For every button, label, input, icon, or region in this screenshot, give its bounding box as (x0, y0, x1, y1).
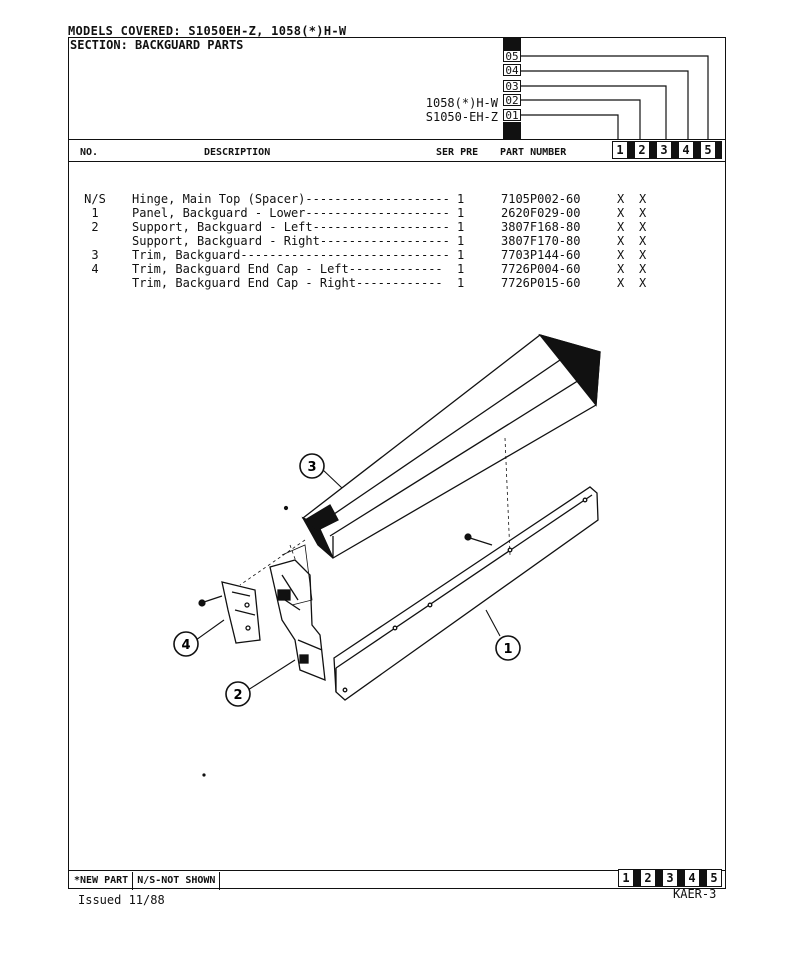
col-part-number: PART NUMBER (500, 147, 567, 158)
page-code: KAER-3 (673, 887, 717, 901)
svg-text:2: 2 (233, 688, 243, 703)
footer-model-5: 5 (706, 869, 722, 887)
issued-date: Issued 11/88 (78, 893, 165, 907)
col-ser-pre: SER PRE (436, 147, 479, 158)
table-row: 2 Support, Backguard - Left------------------- 1 3807F168-80 X X (91, 220, 647, 234)
table-row: Trim, Backguard End Cap - Right------------ 1 7726P015-60 X X (132, 276, 647, 290)
model-box-03: 03 (503, 80, 521, 92)
table-row: Support, Backguard - Right------------------ 1 3807F170-80 X X (132, 234, 647, 248)
col-model-1: 1 (612, 141, 628, 159)
model-label-1058: 1058(*)H-W (425, 96, 498, 110)
section-title: SECTION: BACKGUARD PARTS (70, 38, 244, 52)
footer-model-1: 1 (618, 869, 634, 887)
footer-model-3: 3 (662, 869, 678, 887)
callout-2 (224, 680, 252, 708)
model-label-s1050: S1050-EH-Z (425, 110, 498, 124)
footer-legend (70, 872, 220, 890)
legend-new-part: *NEW PART (70, 872, 133, 890)
col-model-4: 4 (678, 141, 694, 159)
footer-model-2: 2 (640, 869, 656, 887)
callout-4 (172, 630, 200, 658)
footer-model-4: 4 (684, 869, 700, 887)
callout-3 (298, 452, 326, 480)
svg-text:4: 4 (181, 638, 191, 653)
table-row: 3 Trim, Backguard----------------------------- 1 7703P144-60 X X (91, 248, 647, 262)
model-box-05: 05 (503, 50, 521, 62)
support-backguard-drawing (270, 560, 325, 680)
models-covered: MODELS COVERED: S1050EH-Z, 1058(*)H-W (68, 24, 347, 38)
legend-not-shown: N/S-NOT SHOWN (133, 872, 220, 890)
table-row: N/S Hinge, Main Top (Spacer)-------------------- 1 7105P002-60 X X (84, 192, 647, 206)
svg-text:3: 3 (307, 460, 317, 475)
col-no: NO. (80, 147, 99, 158)
model-box-04: 04 (503, 64, 521, 76)
callout-1 (494, 634, 522, 662)
model-box-01: 01 (503, 109, 521, 121)
table-row: 4 Trim, Backguard End Cap - Left------------- 1 7726P004-60 X X (91, 262, 647, 276)
table-row: 1 Panel, Backguard - Lower-------------------- 1 2620F029-00 X X (91, 206, 647, 220)
col-description: DESCRIPTION (204, 147, 271, 158)
svg-text:1: 1 (503, 642, 513, 657)
trim-end-cap-drawing (222, 582, 260, 643)
col-model-5: 5 (700, 141, 716, 159)
model-box-02: 02 (503, 94, 521, 106)
col-model-3: 3 (656, 141, 672, 159)
col-model-2: 2 (634, 141, 650, 159)
